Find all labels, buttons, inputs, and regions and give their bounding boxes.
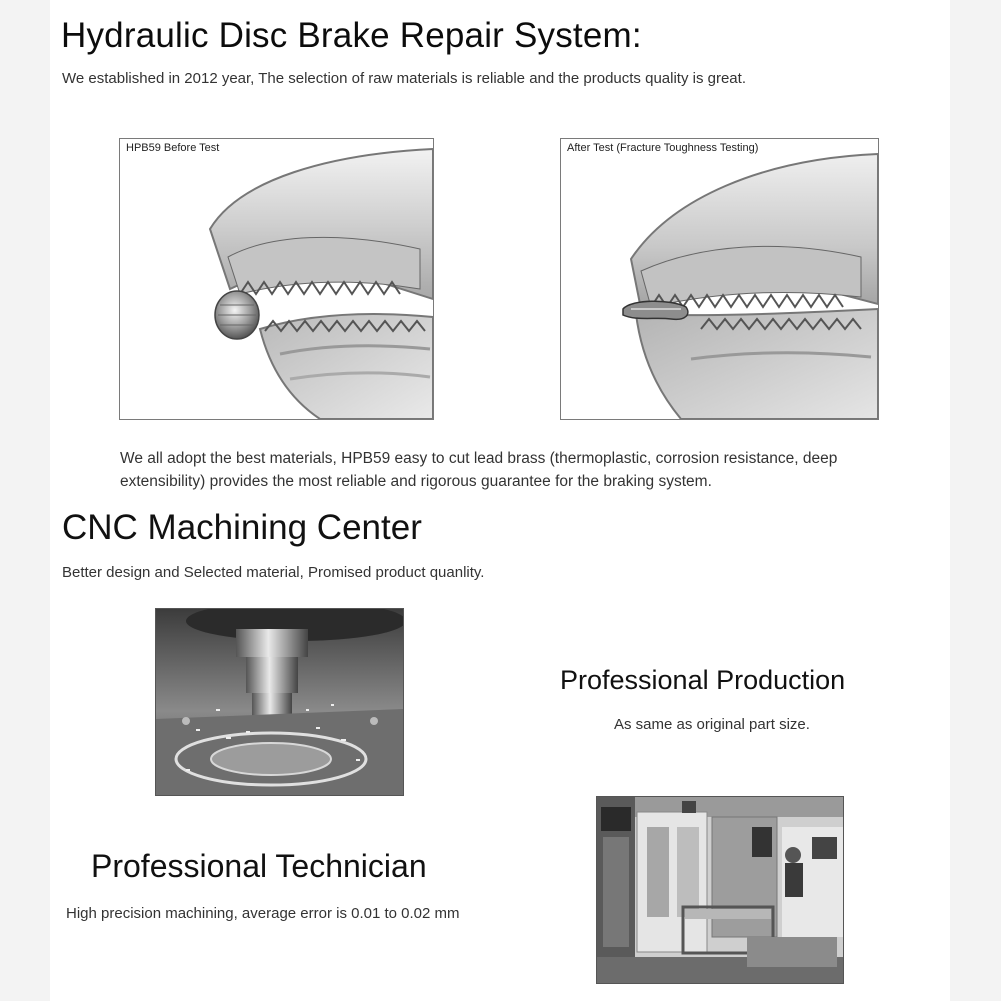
repair-system-subtitle: We established in 2012 year, The selection of raw materials is reliable and the products quality is great. [62, 70, 746, 87]
repair-system-title: Hydraulic Disc Brake Repair System: [61, 16, 642, 55]
after-test-panel [560, 138, 879, 420]
before-test-label: HPB59 Before Test [126, 142, 220, 154]
product-detail-page [50, 0, 950, 1001]
after-test-label: After Test (Fracture Toughness Testing) [567, 142, 759, 154]
production-text: As same as original part size. [614, 716, 810, 733]
before-test-panel [119, 138, 434, 420]
pliers-before-test-image [120, 139, 433, 419]
cnc-center-title: CNC Machining Center [62, 508, 422, 547]
cnc-center-subtitle: Better design and Selected material, Promised product quanlity. [62, 564, 485, 581]
production-heading: Professional Production [560, 665, 846, 695]
cnc-milling-photo [155, 608, 404, 796]
technician-text: High precision machining, average error is 0.01 to 0.02 mm [66, 905, 460, 922]
pliers-after-test-image [561, 139, 878, 419]
materials-description: We all adopt the best materials, HPB59 easy to cut lead brass (thermoplastic, corrosion resistance, deep extensibility) provides the most reliable and rigorous guarantee for the braking system. [120, 450, 838, 490]
cnc-workshop-photo [596, 796, 844, 984]
technician-heading: Professional Technician [91, 848, 427, 884]
